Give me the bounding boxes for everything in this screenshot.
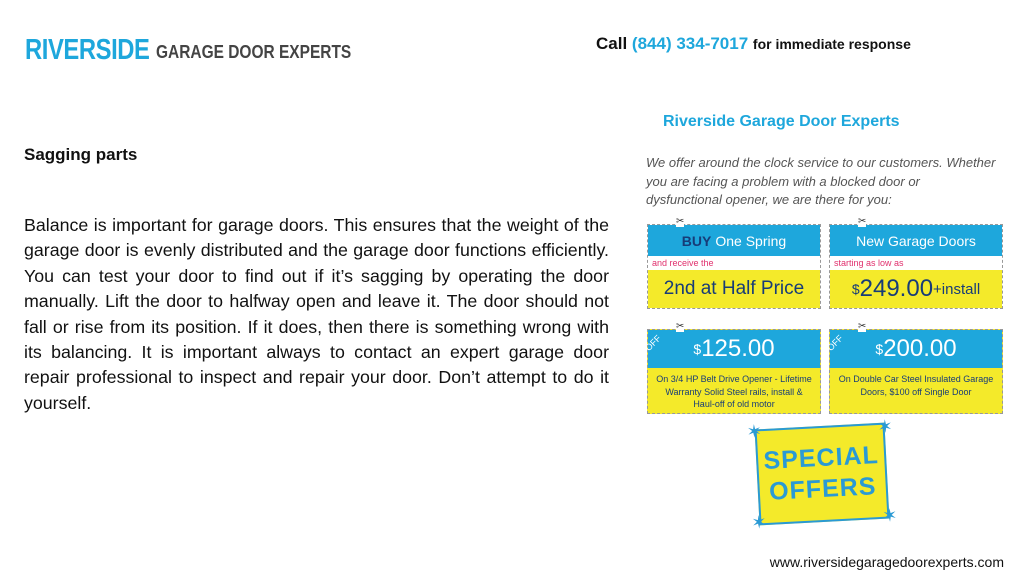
sparkle-icon: ✶ [746, 421, 763, 442]
scissors-icon: ✂ [858, 216, 867, 227]
off-tag: OFF [643, 333, 663, 353]
coupon-price: 125.00 [701, 335, 775, 362]
coupon-header-text: One Spring [715, 232, 787, 249]
scissors-icon: ✂ [676, 321, 685, 332]
call-line [596, 34, 911, 54]
coupon-125-off[interactable] [643, 321, 821, 414]
footer-url[interactable]: www.riversidegaragedoorexperts.com [769, 554, 1004, 570]
coupon-200-off[interactable] [825, 321, 1003, 414]
coupon-note: and receive the [652, 258, 714, 268]
coupon-description: On Double Car Steel Insulated Garage Doors, $100 off Single Door [838, 374, 994, 397]
logo-subtitle: GARAGE DOOR EXPERTS [156, 42, 352, 62]
coupon-offer [830, 270, 1002, 308]
special-offers-badge[interactable] [746, 416, 898, 533]
sidebar-description: We offer around the clock service to our customers. Whether you are facing a problem with a blocked door or dysfunctional opener, we are there for you: [646, 155, 996, 207]
currency-symbol: $ [851, 281, 860, 297]
logo[interactable] [25, 34, 352, 66]
call-label: Call [596, 34, 628, 53]
coupon-buy-one-spring[interactable] [647, 216, 821, 309]
coupon-header: New Garage Doors [830, 225, 1002, 256]
coupon-note: starting as low as [834, 258, 904, 268]
logo-brand: RIVERSIDE [25, 34, 150, 66]
body-paragraph: Balance is important for garage doors. This ensures that the weight of the garage door is evenly distributed and the garage door functions efficiently. You can test your door to find out if it’s sagging by operating the door manually. Lift the door to halfway open and leave it. The door should not fall or rise from its position. If it does, then there is something wrong with its balancing. It is important always to contact an expert garage door repair professional to inspect and repair your door. Don’t attempt to do it yourself. [24, 215, 609, 413]
coupon-price: 200.00 [883, 335, 957, 362]
phone-number[interactable]: (844) 334-7017 [631, 34, 749, 53]
section-heading: Sagging parts [24, 145, 138, 164]
off-tag: OFF [825, 333, 845, 353]
coupon-header [648, 225, 820, 256]
coupon-new-garage-doors[interactable] [829, 216, 1003, 309]
special-line-2: OFFERS [768, 472, 878, 506]
currency-symbol: $ [875, 341, 884, 357]
currency-symbol: $ [693, 341, 702, 357]
coupon-price-block [643, 330, 820, 368]
scissors-icon: ✂ [858, 321, 867, 332]
coupon-price-block [825, 330, 1002, 368]
sparkle-icon: ✶ [881, 505, 898, 526]
coupon-offer: 2nd at Half Price [648, 270, 820, 308]
sidebar-title: Riverside Garage Door Experts [663, 113, 900, 130]
coupon-buy-label: BUY [681, 232, 712, 249]
special-line-1: SPECIAL [762, 441, 880, 476]
coupon-price-suffix: +install [933, 280, 981, 298]
scissors-icon: ✂ [676, 216, 685, 227]
coupon-description: On 3/4 HP Belt Drive Opener - Lifetime Warranty Solid Steel rails, install & Haul-off of old motor [656, 374, 812, 409]
sparkle-icon: ✶ [750, 511, 768, 533]
coupon-price: 249.00 [859, 275, 934, 302]
call-tail: for immediate response [752, 36, 911, 52]
sparkle-icon: ✶ [877, 416, 894, 438]
